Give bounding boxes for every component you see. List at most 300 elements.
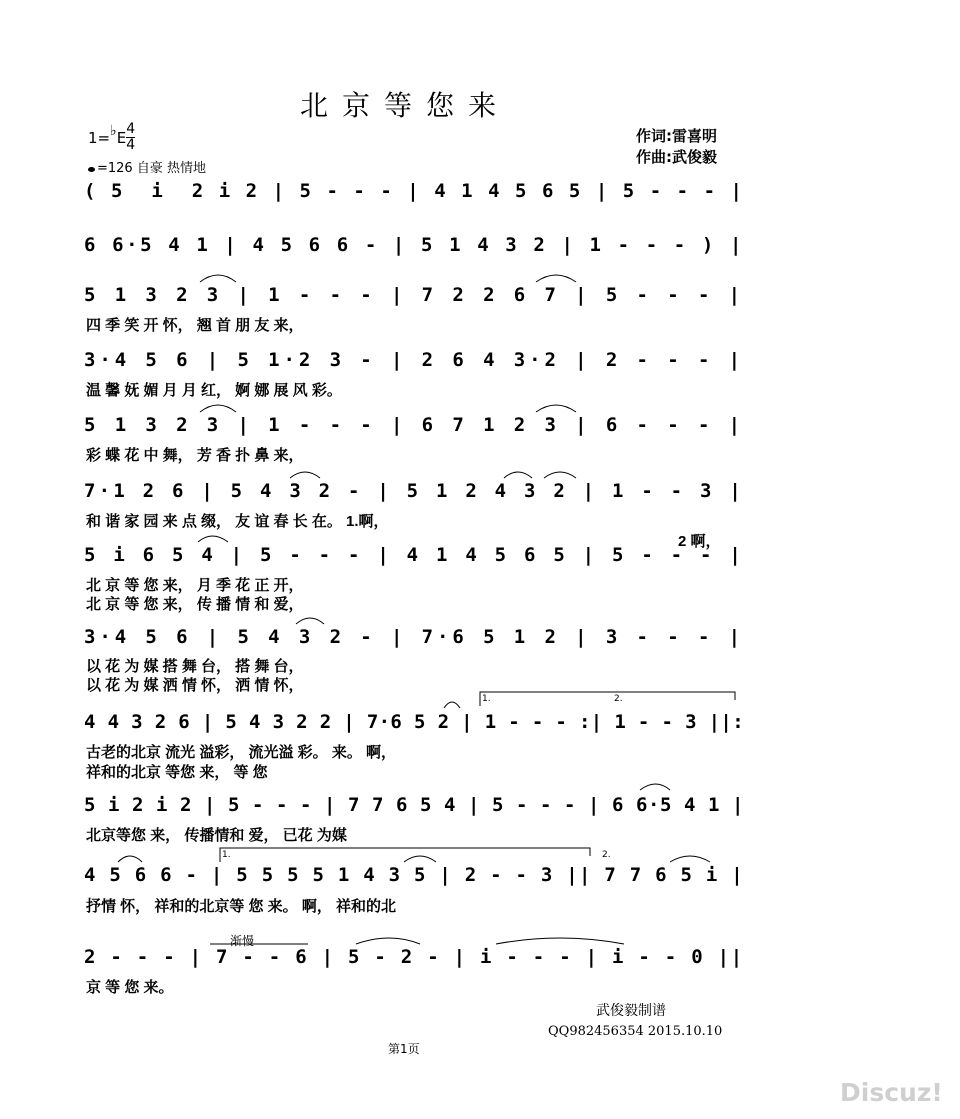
note-glyph: 5 bbox=[515, 180, 527, 202]
note-glyph: 3 bbox=[524, 480, 536, 502]
note-glyph: 6 bbox=[134, 864, 147, 886]
note-glyph: 5 bbox=[348, 946, 360, 968]
barline: | bbox=[575, 349, 587, 371]
note-glyph: 3 bbox=[131, 711, 143, 733]
note-glyph: 2 bbox=[400, 946, 413, 968]
note-glyph: - bbox=[427, 946, 439, 968]
barline: | bbox=[575, 284, 587, 306]
barline: | bbox=[468, 794, 480, 816]
note-glyph: - bbox=[697, 349, 710, 371]
lyric-line: 京 等 您 来。 bbox=[86, 979, 174, 996]
note-glyph: - bbox=[641, 480, 653, 502]
page-number: 第1页 bbox=[388, 1042, 420, 1056]
note-glyph: 4 bbox=[684, 794, 696, 816]
tempo-text: =126 自豪 热情地 bbox=[97, 161, 206, 176]
note-glyph: 3 bbox=[289, 480, 301, 502]
note-glyph: 6 bbox=[160, 864, 172, 886]
contact-date: QQ982456354 2015.10.10 bbox=[548, 1024, 723, 1039]
slur bbox=[118, 856, 142, 862]
note-glyph: 1 bbox=[513, 626, 526, 648]
note-glyph: · bbox=[437, 626, 449, 648]
note-glyph: 5 bbox=[237, 626, 249, 648]
note-glyph: - bbox=[289, 544, 301, 566]
note-glyph: i bbox=[156, 794, 168, 816]
note-glyph: 1 bbox=[483, 414, 495, 436]
dynamic-marking: 渐慢 bbox=[230, 934, 255, 948]
note-glyph: 5 bbox=[228, 794, 240, 816]
note-glyph: 2 bbox=[298, 349, 311, 371]
note-glyph: 6 bbox=[176, 626, 188, 648]
slur bbox=[404, 856, 436, 862]
note-glyph: - bbox=[641, 544, 653, 566]
note-glyph: - bbox=[617, 234, 630, 256]
note-glyph: 2 bbox=[132, 794, 144, 816]
note-glyph: · bbox=[378, 711, 391, 733]
note-glyph: 5 bbox=[230, 480, 243, 502]
note-glyph: 2 bbox=[553, 480, 565, 502]
note-glyph: 4 bbox=[483, 349, 495, 371]
note-glyph: 4 bbox=[477, 234, 489, 256]
note-glyph: 5 bbox=[225, 711, 237, 733]
note-glyph: - bbox=[638, 946, 650, 968]
barline: | bbox=[588, 794, 600, 816]
barline: | bbox=[461, 711, 473, 733]
barline: | bbox=[720, 711, 732, 733]
note-glyph: i bbox=[705, 864, 718, 886]
barline: | bbox=[343, 711, 355, 733]
note-glyph: - bbox=[676, 180, 689, 202]
note-glyph: - bbox=[318, 544, 331, 566]
note-glyph: · bbox=[98, 480, 111, 502]
note-glyph: 5 bbox=[140, 234, 152, 256]
note-glyph: - bbox=[649, 180, 662, 202]
note-glyph: 2 bbox=[191, 180, 204, 202]
note-glyph: 5 bbox=[84, 284, 96, 306]
note-glyph: - bbox=[506, 946, 518, 968]
note-glyph: 5 bbox=[84, 414, 96, 436]
note-glyph: 5 bbox=[414, 864, 426, 886]
note-glyph: 1 bbox=[268, 349, 280, 371]
note-glyph: 5 bbox=[660, 794, 672, 816]
note-glyph: · bbox=[99, 349, 111, 371]
note-glyph: - bbox=[185, 864, 197, 886]
note-glyph: 5 bbox=[261, 864, 274, 886]
note-glyph: - bbox=[298, 414, 311, 436]
barline: | bbox=[582, 544, 595, 566]
note-glyph: 7 bbox=[421, 626, 434, 648]
note-glyph: 1 bbox=[113, 480, 125, 502]
note-glyph: 2 bbox=[465, 480, 477, 502]
barline: | bbox=[728, 626, 741, 648]
note-glyph: 6 bbox=[612, 794, 624, 816]
barline: | bbox=[728, 284, 741, 306]
note-glyph: 5 bbox=[260, 544, 272, 566]
note-glyph: - bbox=[326, 180, 338, 202]
slur bbox=[444, 702, 460, 708]
note-glyph: 2 bbox=[437, 711, 450, 733]
note-glyph: 6 bbox=[541, 180, 554, 202]
note-glyph: ( bbox=[84, 180, 96, 202]
barline: | bbox=[731, 864, 743, 886]
lyric-line: 以 花 为 媒 搭 舞 台， 搭 舞 台， bbox=[86, 658, 304, 675]
note-glyph: · bbox=[283, 349, 295, 371]
slur bbox=[536, 405, 576, 412]
barline: | bbox=[575, 414, 587, 436]
note-glyph: 1 bbox=[268, 414, 280, 436]
note-glyph: i bbox=[218, 180, 231, 202]
note-glyph: 4 bbox=[434, 180, 446, 202]
note-glyph: 2 bbox=[513, 414, 526, 436]
note-glyph: · bbox=[126, 234, 138, 256]
note-glyph: 4 bbox=[249, 711, 261, 733]
note-glyph: 6 bbox=[396, 794, 408, 816]
barline: | bbox=[561, 234, 573, 256]
barline: | bbox=[237, 414, 249, 436]
lyricist: 作词:雷喜明 bbox=[636, 127, 717, 145]
barline: | bbox=[392, 234, 405, 256]
note-glyph: 5 bbox=[299, 180, 311, 202]
note-glyph: 6 bbox=[112, 234, 124, 256]
note-glyph: 2 bbox=[544, 626, 556, 648]
barline: | bbox=[324, 794, 336, 816]
note-glyph: 5 bbox=[287, 864, 299, 886]
note-glyph: - bbox=[360, 349, 372, 371]
note-glyph: 3 bbox=[145, 414, 157, 436]
note-glyph: - bbox=[329, 284, 342, 306]
note-glyph: 5 bbox=[280, 234, 293, 256]
note-glyph: - bbox=[703, 180, 716, 202]
volta-bracket-first bbox=[480, 692, 735, 706]
note-glyph: - bbox=[348, 544, 360, 566]
note-glyph: 5 bbox=[145, 349, 157, 371]
note-glyph: 1 bbox=[436, 544, 448, 566]
note-glyph: 2 bbox=[176, 414, 188, 436]
note-glyph: 6 bbox=[336, 234, 349, 256]
note-glyph: 5 bbox=[492, 794, 504, 816]
note-glyph: - bbox=[242, 946, 254, 968]
note-glyph: 5 bbox=[553, 544, 565, 566]
note-glyph: 4 bbox=[84, 864, 96, 886]
note-glyph: 6 bbox=[605, 414, 618, 436]
note-glyph: 2 bbox=[319, 711, 332, 733]
barline: | bbox=[272, 180, 285, 202]
note-glyph: - bbox=[532, 946, 545, 968]
note-glyph: - bbox=[329, 414, 342, 436]
note-glyph: 7 bbox=[216, 946, 228, 968]
barline: | bbox=[390, 349, 403, 371]
note-glyph: - bbox=[670, 480, 683, 502]
note-glyph: 5 bbox=[421, 234, 433, 256]
barline: | bbox=[377, 544, 389, 566]
barline: | bbox=[390, 284, 403, 306]
slur bbox=[496, 938, 624, 944]
barline: | bbox=[732, 794, 744, 816]
slur bbox=[544, 472, 576, 478]
volta-label: 2. bbox=[614, 694, 623, 704]
note-glyph: 6 bbox=[178, 711, 190, 733]
note-glyph: 3 bbox=[685, 711, 697, 733]
note-glyph: 7 bbox=[421, 284, 434, 306]
note-glyph: 3 bbox=[329, 349, 342, 371]
note-glyph: - bbox=[136, 946, 149, 968]
note-glyph: 3 bbox=[513, 349, 526, 371]
slur bbox=[296, 618, 324, 624]
slur bbox=[640, 784, 670, 790]
volta-label: 1. bbox=[482, 694, 491, 704]
note-glyph: 5 bbox=[483, 626, 495, 648]
note-glyph: 5 bbox=[312, 864, 324, 886]
note-glyph: - bbox=[670, 544, 683, 566]
note-glyph: 2 bbox=[483, 284, 495, 306]
note-glyph: 6 bbox=[84, 234, 96, 256]
note-glyph: 4 bbox=[201, 544, 213, 566]
note-glyph: 4 bbox=[488, 180, 500, 202]
note-glyph: · bbox=[529, 349, 541, 371]
note-glyph: 6 bbox=[176, 349, 188, 371]
barline: | bbox=[390, 414, 403, 436]
slur bbox=[356, 938, 420, 944]
note-glyph: 4 bbox=[252, 234, 264, 256]
note-glyph: 5 bbox=[110, 180, 123, 202]
note-glyph: 6 bbox=[452, 349, 464, 371]
lyric-line: 北 京 等 您 来， 传 播 情 和 爱， bbox=[86, 596, 304, 613]
note-glyph: - bbox=[110, 946, 122, 968]
note-glyph: 5 bbox=[612, 544, 624, 566]
volta-label: 1. bbox=[222, 850, 231, 860]
note-glyph: 5 bbox=[680, 864, 692, 886]
note-glyph: 3 bbox=[206, 414, 219, 436]
note-glyph: - bbox=[276, 794, 288, 816]
slur bbox=[200, 275, 236, 282]
note-glyph: - bbox=[697, 414, 710, 436]
note-glyph: 5 bbox=[172, 544, 184, 566]
barline: | bbox=[575, 626, 587, 648]
note-glyph: 5 bbox=[494, 544, 507, 566]
note-glyph: 2 bbox=[544, 349, 556, 371]
note-glyph: 2 bbox=[605, 349, 618, 371]
note-glyph: - bbox=[516, 794, 528, 816]
note-glyph: 6 bbox=[295, 946, 307, 968]
note-glyph: 7 bbox=[372, 794, 384, 816]
barline: | bbox=[453, 946, 466, 968]
lyric-line: 彩 蝶 花 中 舞， 芳 香 扑 鼻 来， bbox=[86, 447, 304, 464]
barline: | bbox=[728, 414, 741, 436]
note-glyph: 5 bbox=[568, 180, 581, 202]
note-glyph: - bbox=[364, 234, 377, 256]
note-glyph: - bbox=[667, 349, 679, 371]
lyric-line: 祥和的北京 等您 来， 等 您 bbox=[86, 764, 268, 781]
lyric-line: 古老的北京 流光 溢彩， 流光溢 彩。 来。 啊， bbox=[86, 744, 397, 761]
page-title: 北京等您来 bbox=[300, 89, 511, 122]
barline: | bbox=[201, 711, 214, 733]
barline: | bbox=[708, 711, 721, 733]
slur bbox=[504, 472, 532, 478]
note-glyph: 4 bbox=[494, 480, 507, 502]
barline: | bbox=[230, 544, 243, 566]
note-glyph: 0 bbox=[691, 946, 703, 968]
flat-icon: ♭ bbox=[110, 123, 117, 139]
barline: | bbox=[201, 480, 213, 502]
lyric-line: 北 京 等 您 来， 月 季 花 正 开， bbox=[86, 577, 304, 594]
note-glyph: - bbox=[636, 284, 648, 306]
note-glyph: - bbox=[667, 626, 679, 648]
note-glyph: - bbox=[298, 284, 311, 306]
note-glyph: 1 bbox=[337, 864, 350, 886]
note-glyph: 6 bbox=[636, 794, 648, 816]
note-glyph: - bbox=[564, 794, 576, 816]
note-glyph: 5 bbox=[84, 544, 96, 566]
note-glyph: - bbox=[374, 946, 386, 968]
note-glyph: - bbox=[300, 794, 312, 816]
note-glyph: 3 bbox=[206, 284, 219, 306]
note-glyph: - bbox=[380, 180, 392, 202]
composer: 作曲:武俊毅 bbox=[636, 148, 717, 166]
note-glyph: 6 bbox=[655, 864, 667, 886]
barline: | bbox=[582, 480, 595, 502]
key-letter: E bbox=[116, 129, 127, 147]
note-glyph: 5 bbox=[414, 711, 426, 733]
note-glyph: - bbox=[490, 864, 502, 886]
note-glyph: i bbox=[612, 946, 624, 968]
note-glyph: 3 bbox=[84, 349, 96, 371]
note-glyph: 4 bbox=[114, 349, 127, 371]
lyric-line: 四 季 笑 开 怀， 翘 首 朋 友 来， bbox=[86, 317, 304, 334]
barline: | bbox=[728, 349, 741, 371]
note-glyph: 6 bbox=[452, 626, 464, 648]
note-glyph: 7 bbox=[348, 794, 360, 816]
note-glyph: 1 bbox=[114, 414, 127, 436]
note-glyph: i bbox=[151, 180, 163, 202]
note-glyph: 5 bbox=[406, 480, 419, 502]
note-glyph: 2 bbox=[154, 711, 167, 733]
barline: | bbox=[730, 946, 743, 968]
note-glyph: · bbox=[648, 794, 660, 816]
note-glyph: 5 bbox=[109, 864, 121, 886]
note-glyph: 5 bbox=[605, 284, 618, 306]
note-glyph: - bbox=[637, 711, 650, 733]
note-glyph: 6 bbox=[421, 414, 434, 436]
note-glyph: 6 bbox=[142, 544, 155, 566]
note-glyph: 1 bbox=[614, 711, 626, 733]
note-glyph: 4 bbox=[465, 544, 477, 566]
note-glyph: 5 bbox=[622, 180, 635, 202]
note-glyph: 4 bbox=[114, 626, 127, 648]
note-glyph: 4 bbox=[363, 864, 375, 886]
watermark: Discuz! bbox=[840, 1078, 943, 1107]
note-glyph: - bbox=[697, 284, 710, 306]
note-glyph: 2 bbox=[142, 480, 155, 502]
note-glyph: 1 bbox=[436, 480, 448, 502]
barline: | bbox=[210, 864, 223, 886]
barline: | bbox=[585, 946, 598, 968]
note-glyph: 2 bbox=[329, 626, 342, 648]
slur bbox=[670, 856, 710, 862]
note-glyph: 1 bbox=[449, 234, 461, 256]
slur bbox=[290, 472, 320, 478]
note-glyph: 2 bbox=[245, 180, 258, 202]
note-glyph: 1 bbox=[484, 711, 497, 733]
note-glyph: 6 bbox=[172, 480, 184, 502]
score-maker: 武俊毅制谱 bbox=[596, 1003, 666, 1019]
note-glyph: - bbox=[555, 711, 567, 733]
barline: | bbox=[729, 480, 741, 502]
note-glyph: - bbox=[540, 794, 552, 816]
note-glyph: ) bbox=[701, 234, 714, 256]
time-den: 4 bbox=[126, 137, 136, 153]
note-glyph: - bbox=[559, 946, 571, 968]
note-glyph: - bbox=[673, 234, 686, 256]
note-glyph: - bbox=[515, 864, 527, 886]
note-glyph: 3 bbox=[700, 480, 712, 502]
lyric-line: 以 花 为 媒 洒 情 怀， 洒 情 怀， bbox=[86, 677, 304, 694]
note-glyph: 2 bbox=[84, 946, 96, 968]
note-glyph: 6 bbox=[308, 234, 321, 256]
note-glyph: i bbox=[108, 794, 120, 816]
note-glyph: 2 bbox=[296, 711, 308, 733]
note-glyph: - bbox=[636, 626, 648, 648]
note-glyph: - bbox=[163, 946, 175, 968]
note-glyph: 3 bbox=[84, 626, 96, 648]
lyric-line: 北京等您 来， 传播情和 爱， 已花 为媒 bbox=[86, 827, 347, 844]
note-glyph: 2 bbox=[176, 284, 188, 306]
note-glyph: - bbox=[645, 234, 658, 256]
barline: | bbox=[566, 864, 578, 886]
note-glyph: 5 bbox=[236, 864, 248, 886]
barline: | bbox=[189, 946, 202, 968]
note-glyph: 5 bbox=[420, 794, 432, 816]
note-glyph: 1 bbox=[589, 234, 601, 256]
note-glyph: - bbox=[353, 180, 365, 202]
note-glyph: 7 bbox=[452, 414, 464, 436]
note-glyph: - bbox=[268, 946, 281, 968]
note-glyph: 3 bbox=[605, 626, 618, 648]
barline: | bbox=[579, 864, 591, 886]
note-glyph: 4 bbox=[406, 544, 419, 566]
note-glyph: 3 bbox=[544, 414, 556, 436]
note-glyph: - bbox=[360, 626, 372, 648]
note-glyph: - bbox=[664, 946, 677, 968]
note-glyph: 4 bbox=[260, 480, 272, 502]
lyric-line: 和 谐 家 园 来 点 缀， 友 谊 春 长 在。 1.啊， bbox=[86, 513, 389, 530]
note-glyph: 4 bbox=[268, 626, 280, 648]
note-glyph: - bbox=[700, 544, 712, 566]
note-glyph: 6 bbox=[390, 711, 402, 733]
barline: | bbox=[377, 480, 389, 502]
note-glyph: 4 bbox=[107, 711, 120, 733]
note-glyph: 2 bbox=[533, 234, 545, 256]
note-glyph: - bbox=[667, 284, 679, 306]
note-glyph: 7 bbox=[604, 864, 616, 886]
note-glyph: 7 bbox=[84, 480, 96, 502]
barline: | bbox=[206, 349, 219, 371]
note-glyph: 2 bbox=[464, 864, 477, 886]
note-glyph: - bbox=[360, 284, 372, 306]
note-glyph: 1 bbox=[196, 234, 208, 256]
barline: | bbox=[321, 946, 334, 968]
barline: | bbox=[717, 946, 730, 968]
note-glyph: 4 bbox=[444, 794, 456, 816]
note-glyph: - bbox=[661, 711, 673, 733]
barline: | bbox=[729, 544, 741, 566]
note-glyph: 1 bbox=[612, 480, 624, 502]
slur bbox=[200, 405, 236, 412]
note-glyph: - bbox=[636, 349, 648, 371]
note-glyph: : bbox=[732, 711, 744, 733]
note-glyph: 2 bbox=[180, 794, 192, 816]
note-glyph: 4 bbox=[168, 234, 180, 256]
note-glyph: 3 bbox=[272, 711, 285, 733]
barline: | bbox=[390, 626, 403, 648]
